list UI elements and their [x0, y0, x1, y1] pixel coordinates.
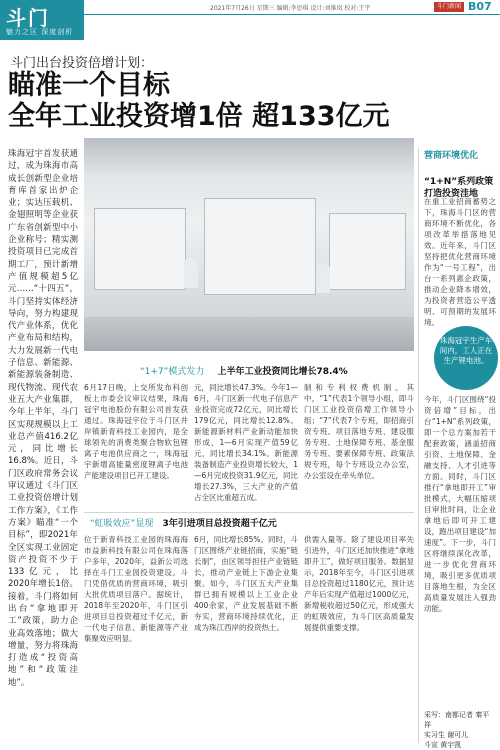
issue-meta: 2021年7月26日 星期三 编辑:李思琪 设计:刘维岚 校对:王宇 — [210, 5, 371, 12]
section1-col2-text: 元，同比增长47.3%。今年1—6月，斗门区新一代电子信息产业投资完成72亿元，同比增长179亿元，同比增长12.8%。新能源新材料产业新动能加快形成，1—6月实现产值59亿元，同比增长34.1%。新能源装备制造产业投资增长较大，1—6月完成投资31.9亿元，同比增长27.3%，三大产业的产值占全区比重超五成。 — [194, 383, 298, 502]
section2-col3 — [304, 534, 414, 744]
lead-text: 珠海冠宇首发获通过，成为珠海市高成长创新型企业培育库首家出炉企业；实达压载机、金翅照明等企业获广东省创新型中小企业称号；精实测投资项目已完成首期工厂，预计新增产值规模超5亿元……“十四五”，斗门坚持实体经济导向，努力构建现代产业体系，优化产业布局和结构，大力发展新一代电子信息、新能源、新能源装备制造、现代物流、现代农业五大产业集群，今年上半年，斗门区实现规模以上工业总产值416.2亿元，同比增长16.8%。近日，斗门区政府常务会议审议通过《斗门区工业投资倍增计划工作方案》，《工作方案》瞄准“一个目标”，即2021年全区实现工业固定资产投资不少于133亿元，比2020年增长1倍。接着，斗门将如何出台“拿地即开工”政策，助力企业高效落地；做大增量，努力将珠海打造成“投资高地”和“政策洼地”。 — [8, 149, 78, 688]
factory-photo — [84, 138, 414, 351]
right-body2-text: 今年，斗门区围绕“投资倍增”目标，出台“1+N”系列政策，即一个总方案加若干配套政策，涵盖招商引资、土地保障、金融支持、人才引进等方面。同时，斗门区推行“拿地即开工”审批模式，大幅压缩项目审批时间，让企业拿地后即可开工建设，跑出项目建设“加速度”。下一步，斗门区将继续深化改革，进一步优化营商环境，吸引更多优质项目落地生根，为全区高质量发展注入强劲动能。 — [424, 395, 496, 613]
photo-floor — [84, 317, 414, 351]
brand-bar — [0, 0, 84, 40]
section2-col3-text: 供需入量等。除了建设项目率先引进外，斗门区还加快推进“拿地即开工”，做好项目服务。数据显示，2018年至今，斗门区引进项目总投资超过1180亿元，预计达产年后实现产值超过1000亿元，新增税收超过50亿元，形成强大的虹吸效应，为斗门区高质量发展提供重要支撑。 — [304, 535, 414, 632]
right-body1-text: 在重工业招商蓄势之下，珠海斗门区的营商环境不断优化，各项改革举措落地见效。近年来，斗门区坚持把优化营商环境作为“一号工程”，出台一系列惠企政策，推动企业降本增效，为投资者营造公平透明、可预期的发展环境。 — [424, 197, 496, 327]
photo-caption: 珠海冠宇生产车间内，工人正在生产锂电池。 — [434, 326, 498, 390]
photo-worker — [316, 263, 330, 293]
section1-heading — [140, 364, 348, 377]
section1-col3-text: 制和专利权费机制。其中，“1”代表1个领导小组，即斗门区工业投资倍增工作领导小组；“7”代表7个专班，即招商引资专班、项目落地专班、建设服务专班、土地保障专班、基金服务专班、要素保障专班、政策法规专班，每个专班设立办公室，办公室设在牵头单位。 — [304, 383, 414, 480]
byline: 采写：南都记者 秦平祥 实习生 谢可儿 斗宣 黄宇凯 — [424, 711, 490, 749]
photo-machine — [329, 213, 406, 290]
column-divider — [418, 148, 419, 743]
section1-title: 上半年工业投资同比增长78.4% — [217, 367, 348, 377]
photo-ceiling — [84, 138, 414, 178]
section1-col1-text: 6月17日晚，上交所发布科创板上市委会议审议结果，珠海冠宇电池股份有限公司首发获通过。珠海冠宇位于斗门区井岸镇新青科技工业园内，是全球领先的消费类聚合物软包锂离子电池供应商之一，珠海冠宇新增高能量密度锂离子电池产能建设项目已开工建设。 — [84, 383, 188, 480]
brand-title: 斗门 — [6, 6, 50, 30]
section-badge: 斗门新闻 — [434, 2, 464, 12]
brand-slogan: 魅力之区 深度剖析 — [6, 28, 74, 36]
right-column-body1 — [424, 196, 496, 327]
page-number: B07 — [468, 0, 492, 13]
article-kicker: 斗门出台投资倍增计划： — [10, 56, 154, 71]
section-divider — [84, 512, 414, 513]
photo-machine — [204, 198, 316, 295]
photo-machine — [94, 208, 186, 290]
masthead-rule — [84, 14, 500, 15]
section1-col1 — [84, 382, 188, 512]
section2-col2-text: 6月，同比增长85%。同时，斗门区围绕产业链招商，实施“链长制”，由区领导担任产业链链长，推动产业链上下游企业集聚。如今，斗门区五大产业集群已拥有规模以上工业企业400余家，产业发展基础不断夯实，营商环境持续优化，正成为珠江西岸的投资热土。 — [194, 535, 298, 632]
section2-col2 — [194, 534, 298, 744]
section2-title: 3年引进项目总投资超千亿元 — [162, 519, 277, 529]
right-column-title: 营商环境优化 — [424, 151, 479, 161]
section2-col1 — [84, 534, 188, 744]
article-lead — [8, 148, 78, 688]
photo-worker — [184, 258, 198, 288]
section2-tag: “虹吸效应”显现 — [90, 519, 154, 529]
right-column-body2 — [424, 394, 496, 694]
masthead — [0, 0, 500, 40]
right-column-subtitle: “1+N”系列政策打造投资洼地 — [424, 177, 494, 199]
article-headline: 瞄准一个目标 全年工业投资增1倍 超133亿元 — [8, 70, 390, 132]
section2-col1-text: 位于新青科技工业园的珠海海市益新科技有限公司在珠海落户多年，2020年，益新公司选择在斗门工业园投资建设。斗门凭借优质的营商环境，吸引大批优质项目落户。据统计，2018年至2020年，斗门区引进项目总投资超过千亿元，新一代电子信息、新能源等产业集聚效应明显。 — [84, 535, 188, 643]
section1-tag: “1+7”模式发力 — [140, 367, 205, 377]
section1-col2 — [194, 382, 298, 512]
section2-heading — [90, 516, 277, 529]
section1-col3 — [304, 382, 414, 512]
